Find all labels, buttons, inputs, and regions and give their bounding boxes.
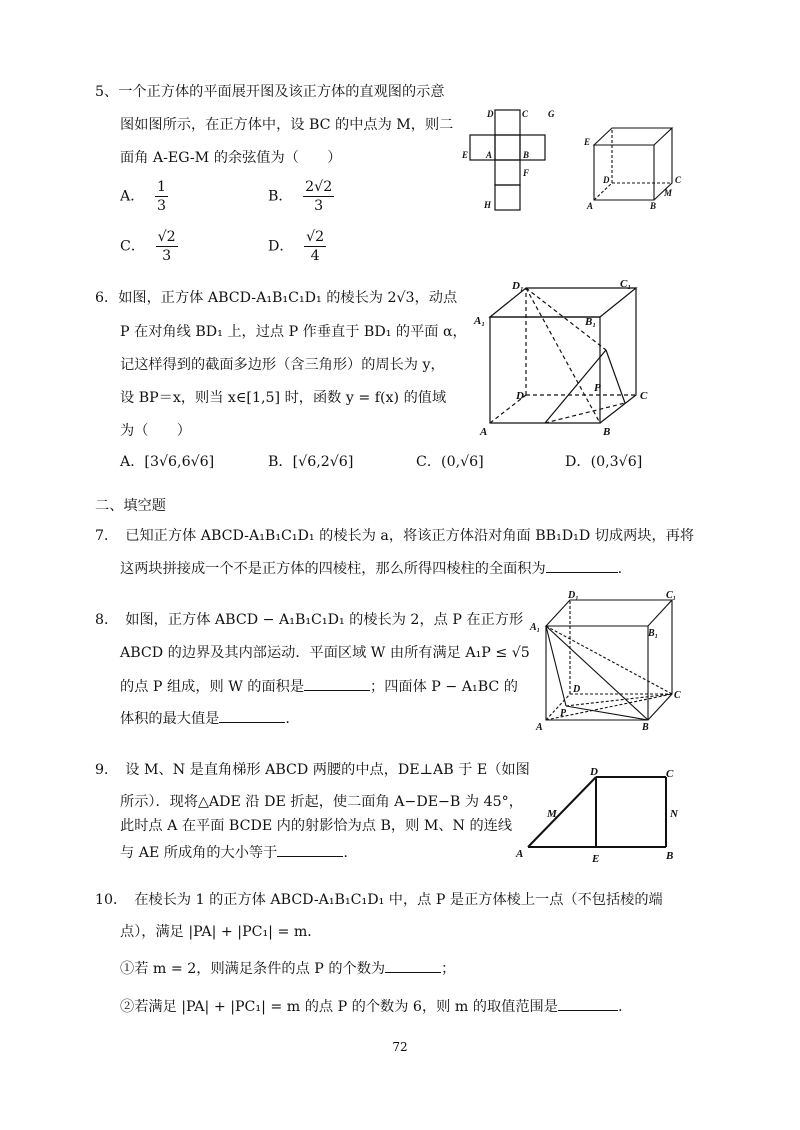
q6-text-line3: 记这样得到的截面多边形（含三角形）的周长为 y， [120, 357, 445, 373]
trap-label-b: B [666, 850, 674, 862]
net-label-g: G [548, 109, 555, 119]
net-label-e: E [462, 150, 469, 160]
cube6-label-c: C [640, 390, 648, 402]
cube6-label-d: D [516, 390, 524, 402]
cube8-label-d: D [573, 684, 581, 695]
q10-count-blank[interactable] [385, 958, 441, 973]
q5-option-a-label: A． [120, 188, 145, 205]
q10-text-line1: 10． 在棱长为 1 的正方体 ABCD-A₁B₁C₁D₁ 中，点 P 是正方体棱上一点（不包括棱的端 [95, 892, 663, 908]
trap-label-c: C [666, 768, 674, 780]
cube6-label-b: B [603, 426, 611, 438]
cube6-label-a: A [480, 426, 488, 438]
cube5-label-e: E [584, 137, 591, 147]
q8-volume-blank[interactable] [219, 708, 285, 723]
q9-text-line2: 所示）．现将△ADE 沿 DE 折起，使二面角 A−DE−B 为 45°， [120, 794, 523, 810]
q5-option-a-num: 1 [156, 179, 166, 195]
q6-text-line4: 设 BP＝x，则当 x∈[1,5] 时，函数 y = f(x) 的值域 [120, 390, 447, 406]
q6-text-line5: 为（ ） [120, 423, 191, 439]
cube8-label-c1: C₁ [666, 590, 677, 601]
q5-option-d-label: D． [268, 238, 294, 255]
q6-option-b: B．[√6,2√6] [268, 454, 354, 470]
q10-line4-end: . [617, 999, 623, 1015]
q8-text-line3a: 的点 P 组成，则 W 的面积是 [120, 679, 305, 695]
cube8-label-c: C [674, 690, 681, 701]
trap-label-a: A [516, 848, 524, 860]
q9-end-mark: . [343, 845, 348, 861]
q5-cube-figure [582, 120, 687, 210]
net-label-a: A [486, 150, 493, 160]
net-label-c: C [522, 109, 529, 119]
q6-cube-figure [470, 275, 660, 440]
cube8-label-a: A [536, 722, 543, 733]
q6-option-a: A．[3√6,6√6] [120, 454, 215, 470]
q8-area-blank[interactable] [304, 676, 370, 691]
q5-option-b-num: 2√2 [305, 179, 333, 195]
cube5-label-c: C [675, 175, 682, 185]
cube8-label-a1: A₁ [530, 622, 541, 633]
cube5-label-a: A [587, 201, 594, 210]
q6-option-c: C．(0,√6] [416, 454, 484, 470]
q6-option-d: D．(0,3√6] [565, 454, 643, 470]
q7-text-line2-content: 这两块拼接成一个不是正方体的四棱柱，那么所得四棱柱的全面积为 [120, 561, 546, 577]
q5-text-line3: 面角 A-EG-M 的余弦值为（ ） [120, 150, 342, 166]
q8-end-mark: . [285, 711, 290, 727]
cube5-label-b: B [650, 201, 657, 210]
q5-option-a-den: 3 [156, 198, 166, 214]
q9-text-line1: 9． 设 M、N 是直角梯形 ABCD 两腰的中点，DE⊥AB 于 E（如图 [95, 762, 530, 778]
q10-range-blank[interactable] [558, 996, 618, 1011]
q5-text-line2: 图如图所示，在正方体中，设 BC 的中点为 M，则二 [120, 117, 454, 133]
q7-text-line2 [120, 558, 622, 579]
q10-text-line2: 点），满足 |PA| + |PC₁| = m． [120, 924, 322, 940]
q10-text-line4-content: ②若满足 |PA| + |PC₁| = m 的点 P 的个数为 6，则 m 的取值范围是 [120, 999, 558, 1015]
q6-text-line2: P 在对角线 BD₁ 上，过点 P 作垂直于 BD₁ 的平面 α， [120, 324, 467, 340]
q5-option-d [268, 228, 326, 265]
cube6-label-b1: B₁ [585, 316, 597, 328]
q5-option-c-label: C． [120, 238, 146, 255]
q8-text-line4 [120, 708, 290, 729]
cube5-label-d: D [603, 175, 610, 185]
net-label-b: B [523, 150, 530, 160]
cube6-label-c1: C₁ [620, 278, 632, 290]
cube5-label-m: M [664, 188, 673, 198]
q7-end-mark: . [617, 561, 623, 577]
trap-label-e: E [592, 853, 600, 865]
q8-cube-figure [528, 588, 688, 733]
trap-label-n: N [670, 808, 678, 820]
net-label-d: D [487, 109, 494, 119]
cube8-label-b1: B₁ [648, 628, 659, 639]
cube8-label-b: B [642, 722, 649, 733]
cube6-label-a1: A₁ [474, 315, 486, 327]
q7-answer-blank[interactable] [546, 558, 618, 573]
net-label-h: H [484, 200, 492, 210]
q5-text-line1: 5、一个正方体的平面展开图及该正方体的直观图的示意 [95, 84, 445, 100]
q10-text-line3-content: ①若 m = 2，则满足条件的点 P 的个数为 [120, 961, 386, 977]
q7-text-line1: 7． 已知正方体 ABCD-A₁B₁C₁D₁ 的棱长为 a，将该正方体沿对角面 BB₁D₁D 切成两块，再将 [95, 528, 695, 544]
q10-text-line4 [120, 996, 622, 1017]
section-fill-in-heading: 二、填空题 [95, 498, 166, 514]
q5-option-c [120, 228, 178, 265]
q8-text-line1: 8． 如图，正方体 ABCD − A₁B₁C₁D₁ 的棱长为 2，点 P 在正方形 [95, 612, 524, 628]
trap-label-m: M [547, 808, 557, 820]
q9-answer-blank[interactable] [277, 842, 343, 857]
q10-line3-end: ； [441, 961, 456, 977]
cube8-label-d1: D₁ [568, 590, 579, 601]
q9-trapezoid-figure [510, 765, 690, 865]
q5-option-b-den: 3 [314, 198, 324, 214]
q5-option-c-den: 3 [162, 248, 172, 264]
q9-text-line4-content: 与 AE 所成角的大小等于 [120, 845, 278, 861]
q10-text-line3 [120, 958, 455, 979]
net-label-f: F [523, 168, 530, 178]
cube8-label-p: P [560, 708, 567, 719]
q9-text-line4 [120, 842, 348, 863]
trap-label-d: D [590, 766, 598, 778]
q5-net-figure [460, 100, 575, 215]
q5-option-d-num: √2 [306, 229, 325, 245]
q8-text-line3 [120, 676, 518, 697]
q8-text-line4-content: 体积的最大值是 [120, 711, 220, 727]
page-number: 72 [392, 1040, 408, 1054]
q8-text-line2: ABCD 的边界及其内部运动．平面区域 W 由所有满足 A₁P ≤ √5 [120, 645, 530, 661]
q5-option-b [268, 178, 334, 215]
q5-option-d-den: 4 [310, 248, 320, 264]
q5-option-b-label: B． [268, 188, 293, 205]
q5-option-a [120, 178, 168, 215]
q5-option-c-num: √2 [157, 229, 176, 245]
q8-text-line3b: ；四面体 P − A₁BC 的 [370, 679, 518, 695]
cube6-label-p: P [594, 382, 601, 394]
cube6-label-d1: D₁ [512, 280, 524, 292]
q9-text-line3: 此时点 A 在平面 BCDE 内的射影恰为点 B，则 M、N 的连线 [120, 818, 513, 834]
q6-text-line1: 6．如图，正方体 ABCD-A₁B₁C₁D₁ 的棱长为 2√3，动点 [95, 290, 458, 306]
